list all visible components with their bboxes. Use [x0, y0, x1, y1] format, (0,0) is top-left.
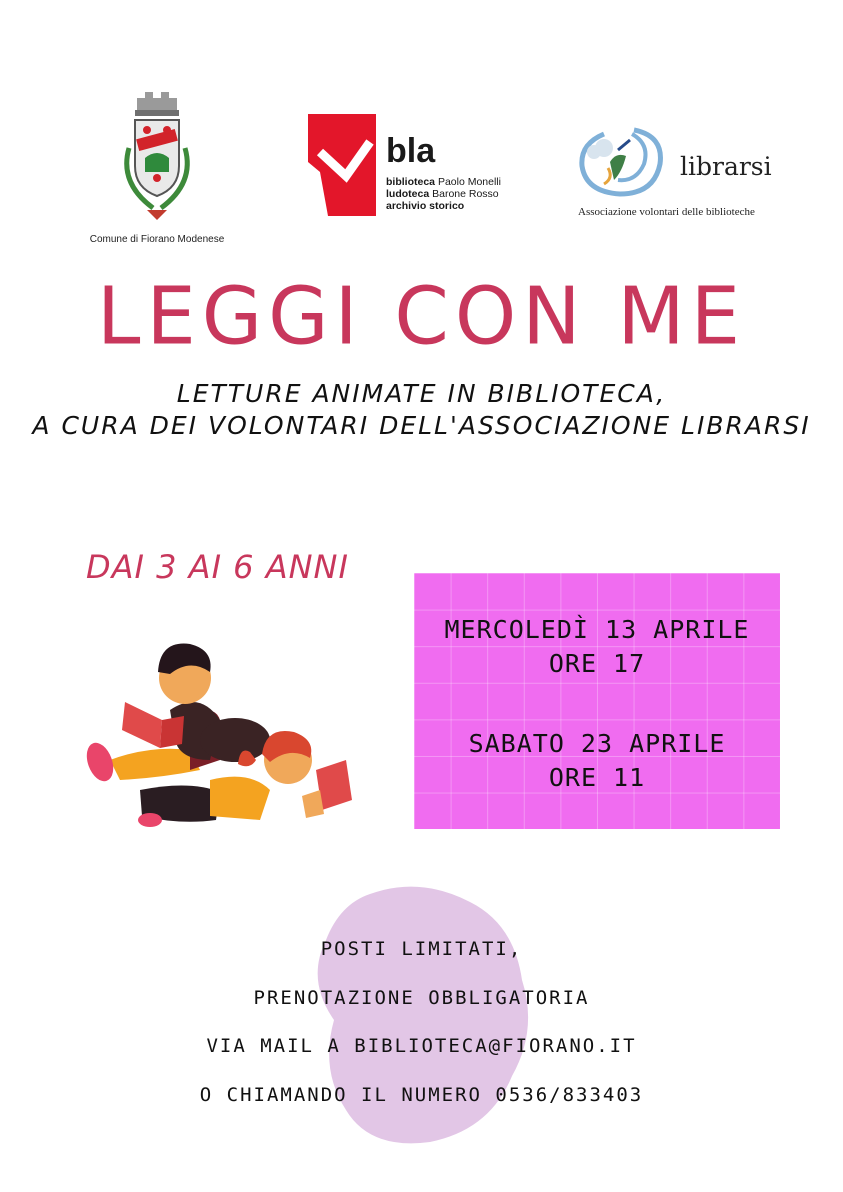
- main-title: LEGGI CON ME: [96, 271, 746, 363]
- librarsi-caption: Associazione volontari delle biblioteche: [578, 206, 755, 218]
- bla-line2-rest: Barone Rosso: [432, 188, 499, 200]
- date-2-time: ORE 11: [548, 763, 646, 792]
- librarsi-mark-icon: [574, 122, 670, 202]
- info-phone[interactable]: O CHIAMANDO IL NUMERO 0536/833403: [199, 1083, 644, 1106]
- bla-line1-rest: Paolo Monelli: [437, 176, 501, 188]
- subtitle-line-1: LETTURE ANIMATE IN BIBLIOTECA,: [176, 379, 667, 408]
- info-block: [0, 925, 843, 1119]
- kids-reading-illustration: [80, 620, 360, 835]
- comune-logo: [88, 88, 226, 248]
- subtitle: [0, 378, 843, 442]
- date-2-day: SABATO 23 APRILE: [468, 729, 726, 758]
- date-box: [414, 573, 780, 829]
- bla-mark-icon: [306, 112, 378, 218]
- date-1-time: ORE 17: [548, 649, 646, 678]
- bla-line3: archivio storico: [386, 200, 465, 212]
- info-line-2: PRENOTAZIONE OBBLIGATORIA: [253, 986, 590, 1009]
- coat-of-arms-icon: [107, 88, 207, 228]
- librarsi-wordmark: librarsi: [680, 152, 772, 181]
- librarsi-logo: [572, 122, 782, 222]
- info-line-1: POSTI LIMITATI,: [320, 938, 523, 960]
- subtitle-line-2: A CURA DEI VOLONTARI DELL'ASSOCIAZIONE LIBRARSI: [32, 411, 811, 440]
- date-1-day: MERCOLEDÌ 13 APRILE: [444, 615, 750, 644]
- bla-line1-bold: biblioteca: [386, 176, 436, 188]
- bla-wordmark: bla: [386, 132, 436, 170]
- age-label: DAI 3 AI 6 ANNI: [86, 548, 349, 586]
- bla-logo: [306, 112, 506, 222]
- info-email[interactable]: VIA MAIL A BIBLIOTECA@FIORANO.IT: [206, 1035, 637, 1057]
- comune-caption: Comune di Fiorano Modenese: [89, 234, 225, 245]
- bla-lines: [386, 176, 501, 212]
- bla-line2-bold: ludoteca: [386, 188, 430, 200]
